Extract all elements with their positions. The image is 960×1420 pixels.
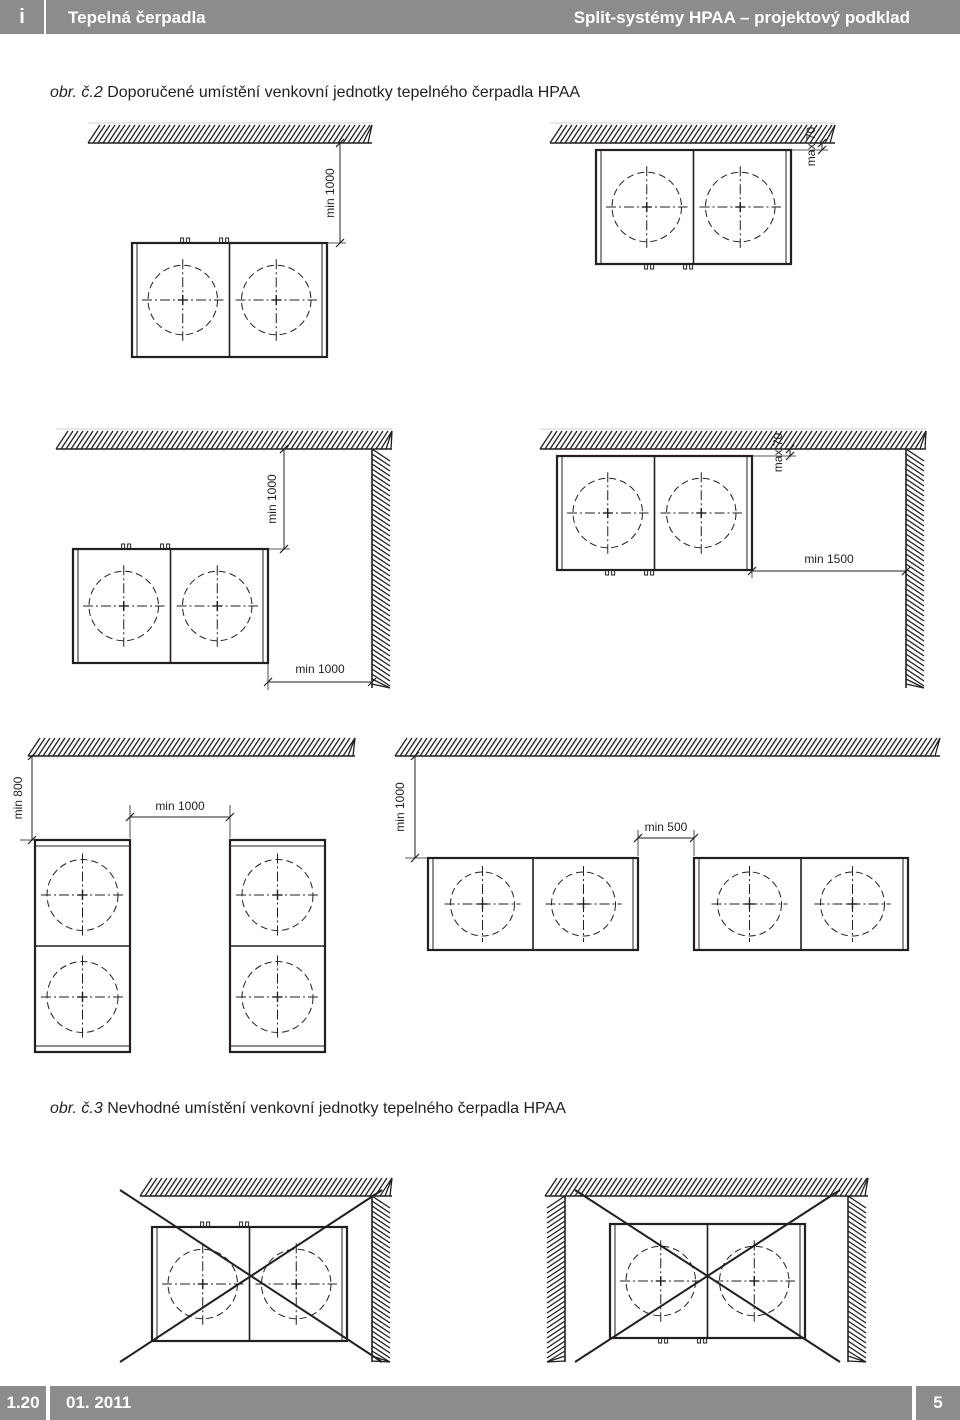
dimension-vertical — [265, 445, 288, 553]
figure-2-bottom-row — [0, 700, 960, 1070]
dimension-label: min 1000 — [323, 168, 337, 218]
corner-wall-top — [540, 429, 926, 449]
outdoor-unit — [557, 456, 752, 575]
figure-3-number: obr. č.3 — [50, 1100, 103, 1117]
outdoor-unit — [596, 150, 791, 269]
outdoor-unit — [610, 1224, 805, 1343]
wall-hatch — [547, 1196, 565, 1362]
figure-2-recommended-placements — [0, 110, 960, 700]
outdoor-unit-vertical — [35, 840, 130, 1052]
outdoor-unit-vertical — [230, 840, 325, 1052]
dimension-label: min 1000 — [393, 782, 407, 832]
wall-hatch — [395, 738, 940, 756]
header-right-title: Split-systémy HPAA – projektový podklad — [573, 8, 910, 27]
dimension-label: min 1000 — [155, 799, 205, 813]
dimension-vertical — [771, 433, 794, 473]
wall-hatch — [545, 1178, 868, 1196]
page-header — [46, 0, 960, 34]
dimension-label: min 1500 — [804, 552, 854, 566]
figure-2-number: obr. č.2 — [50, 84, 103, 101]
dimension-label: max 70 — [771, 432, 785, 473]
wall-hatch — [28, 738, 355, 756]
dimension-horizontal — [264, 662, 376, 686]
wall-hatch — [140, 1178, 392, 1196]
dimension-label: min 1000 — [265, 474, 279, 524]
dimension-label: min 500 — [644, 820, 688, 834]
footer-date: 01. 2011 — [50, 1386, 912, 1420]
outdoor-unit — [694, 858, 908, 950]
outdoor-unit — [132, 238, 327, 357]
outdoor-unit — [73, 544, 268, 663]
corner-wall-side — [372, 449, 390, 688]
wall-hatch — [550, 123, 835, 143]
dimension-horizontal — [748, 552, 910, 575]
footer-version: 1.20 — [0, 1386, 46, 1420]
dimension-vertical — [323, 139, 344, 247]
dimension-vertical — [11, 756, 32, 840]
wall-hatch — [372, 1196, 390, 1362]
figure-2-text: Doporučené umístění venkovní jednotky tepelného čerpadla HPAA — [107, 84, 581, 101]
figure-3-text: Nevhodné umístění venkovní jednotky tepelného čerpadla HPAA — [107, 1100, 566, 1117]
dimension-label: min 800 — [11, 776, 25, 820]
dimension-horizontal — [130, 799, 230, 817]
dimension-vertical — [393, 756, 415, 858]
corner-wall-top — [56, 429, 392, 449]
page-number: 5 — [916, 1386, 960, 1420]
figure-3-caption — [50, 1100, 566, 1118]
dimension-label: max 70 — [804, 126, 818, 167]
figure-3-unsuitable-placements — [0, 1160, 960, 1380]
figure-2-caption — [50, 84, 580, 102]
header-left-title: Tepelná čerpadla — [68, 8, 206, 27]
wall-hatch — [88, 123, 372, 143]
outdoor-unit — [152, 1222, 347, 1341]
wall-hatch — [848, 1196, 866, 1362]
dimension-label: min 1000 — [295, 662, 345, 676]
dimension-horizontal — [638, 820, 694, 838]
info-icon: i — [0, 0, 44, 34]
outdoor-unit — [428, 858, 638, 950]
